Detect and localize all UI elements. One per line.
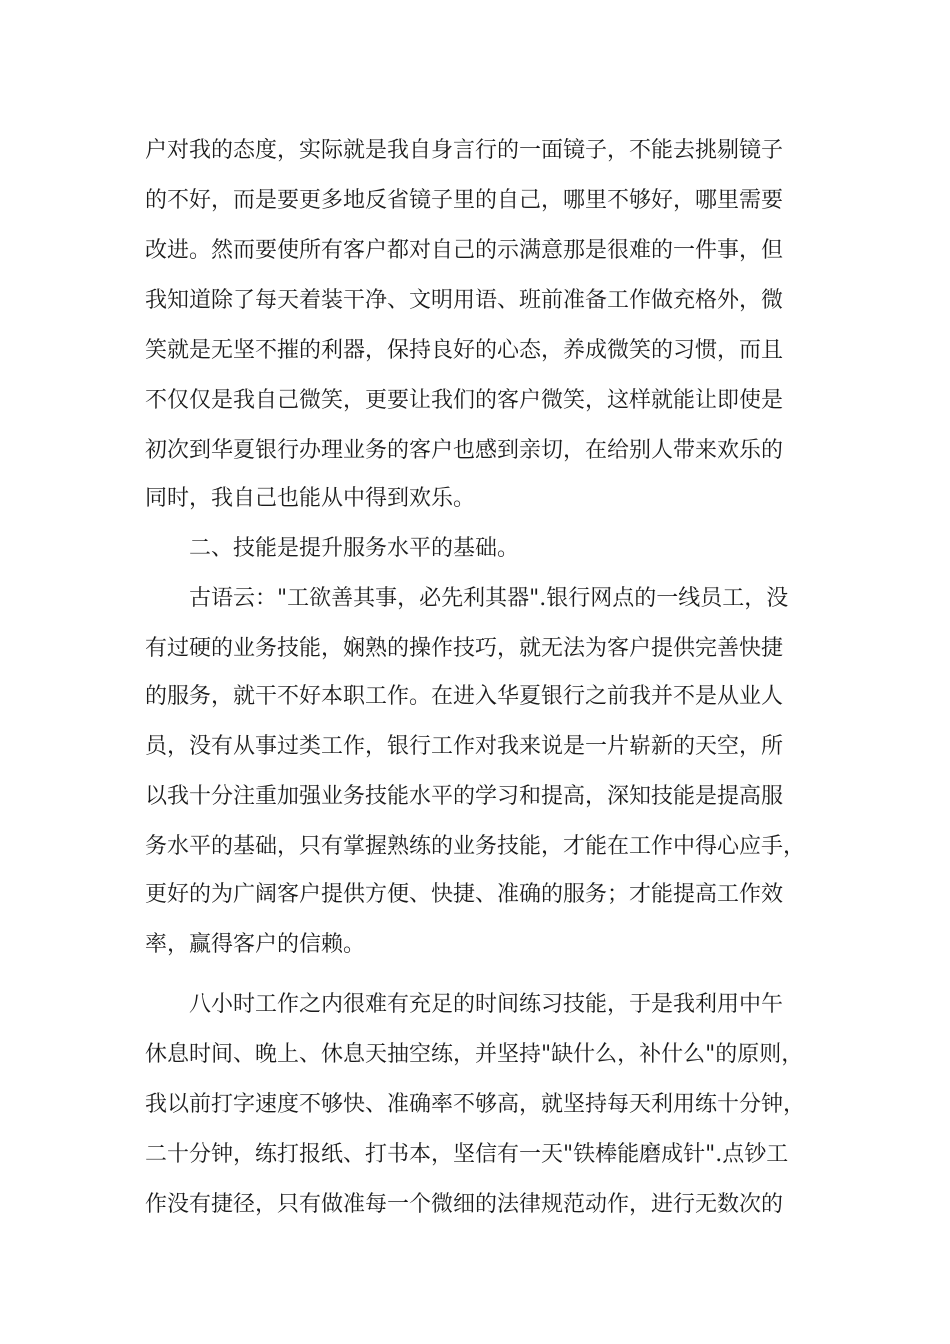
text-line: 改进。然而要使所有客户都对自己的示满意那是很难的一件事，但 [145, 238, 784, 263]
text-line: 更好的为广阔客户提供方便、快捷、准确的服务；才能提高工作效 [145, 882, 784, 907]
text-line: 的服务，就干不好本职工作。在进入华夏银行之前我并不是从业人 [145, 684, 784, 709]
text-line: 初次到华夏银行办理业务的客户也感到亲切，在给别人带来欢乐的 [145, 438, 784, 463]
text-line: 户对我的态度，实际就是我自身言行的一面镜子，不能去挑剔镜子 [145, 138, 784, 163]
text-line: 务水平的基础，只有掌握熟练的业务技能，才能在工作中得心应手， [145, 834, 806, 859]
text-line: 作没有捷径，只有做准每一个微细的法律规范动作，进行无数次的 [145, 1192, 784, 1217]
text-line: 的不好，而是要更多地反省镜子里的自己，哪里不够好，哪里需要 [145, 188, 784, 213]
text-line: 有过硬的业务技能，娴熟的操作技巧，就无法为客户提供完善快捷 [145, 636, 784, 661]
text-line: 员，没有从事过类工作，银行工作对我来说是一片崭新的天空，所 [145, 734, 784, 759]
text-line: 同时，我自己也能从中得到欢乐。 [145, 486, 476, 511]
text-line: 以我十分注重加强业务技能水平的学习和提高，深知技能是提高服 [145, 784, 784, 809]
section-heading: 二、技能是提升服务水平的基础。 [145, 536, 520, 561]
text-line: 二十分钟，练打报纸、打书本，坚信有一天"铁棒能磨成针".点钞工 [145, 1142, 789, 1167]
text-line: 八小时工作之内很难有充足的时间练习技能，于是我利用中午 [145, 992, 784, 1017]
text-line: 我以前打字速度不够快、准确率不够高，就坚持每天利用练十分钟， [145, 1092, 806, 1117]
text-line: 古语云："工欲善其事，必先利其器".银行网点的一线员工，没 [145, 586, 789, 611]
text-line: 我知道除了每天着装干净、文明用语、班前准备工作做充格外，微 [145, 288, 784, 313]
text-line: 休息时间、晚上、休息天抽空练，并坚持"缺什么，补什么"的原则， [145, 1042, 804, 1067]
text-line: 率，赢得客户的信赖。 [145, 932, 366, 957]
text-line: 笑就是无坚不摧的利器，保持良好的心态，养成微笑的习惯，而且 [145, 338, 784, 363]
text-line: 不仅仅是我自己微笑，更要让我们的客户微笑，这样就能让即使是 [145, 388, 784, 413]
